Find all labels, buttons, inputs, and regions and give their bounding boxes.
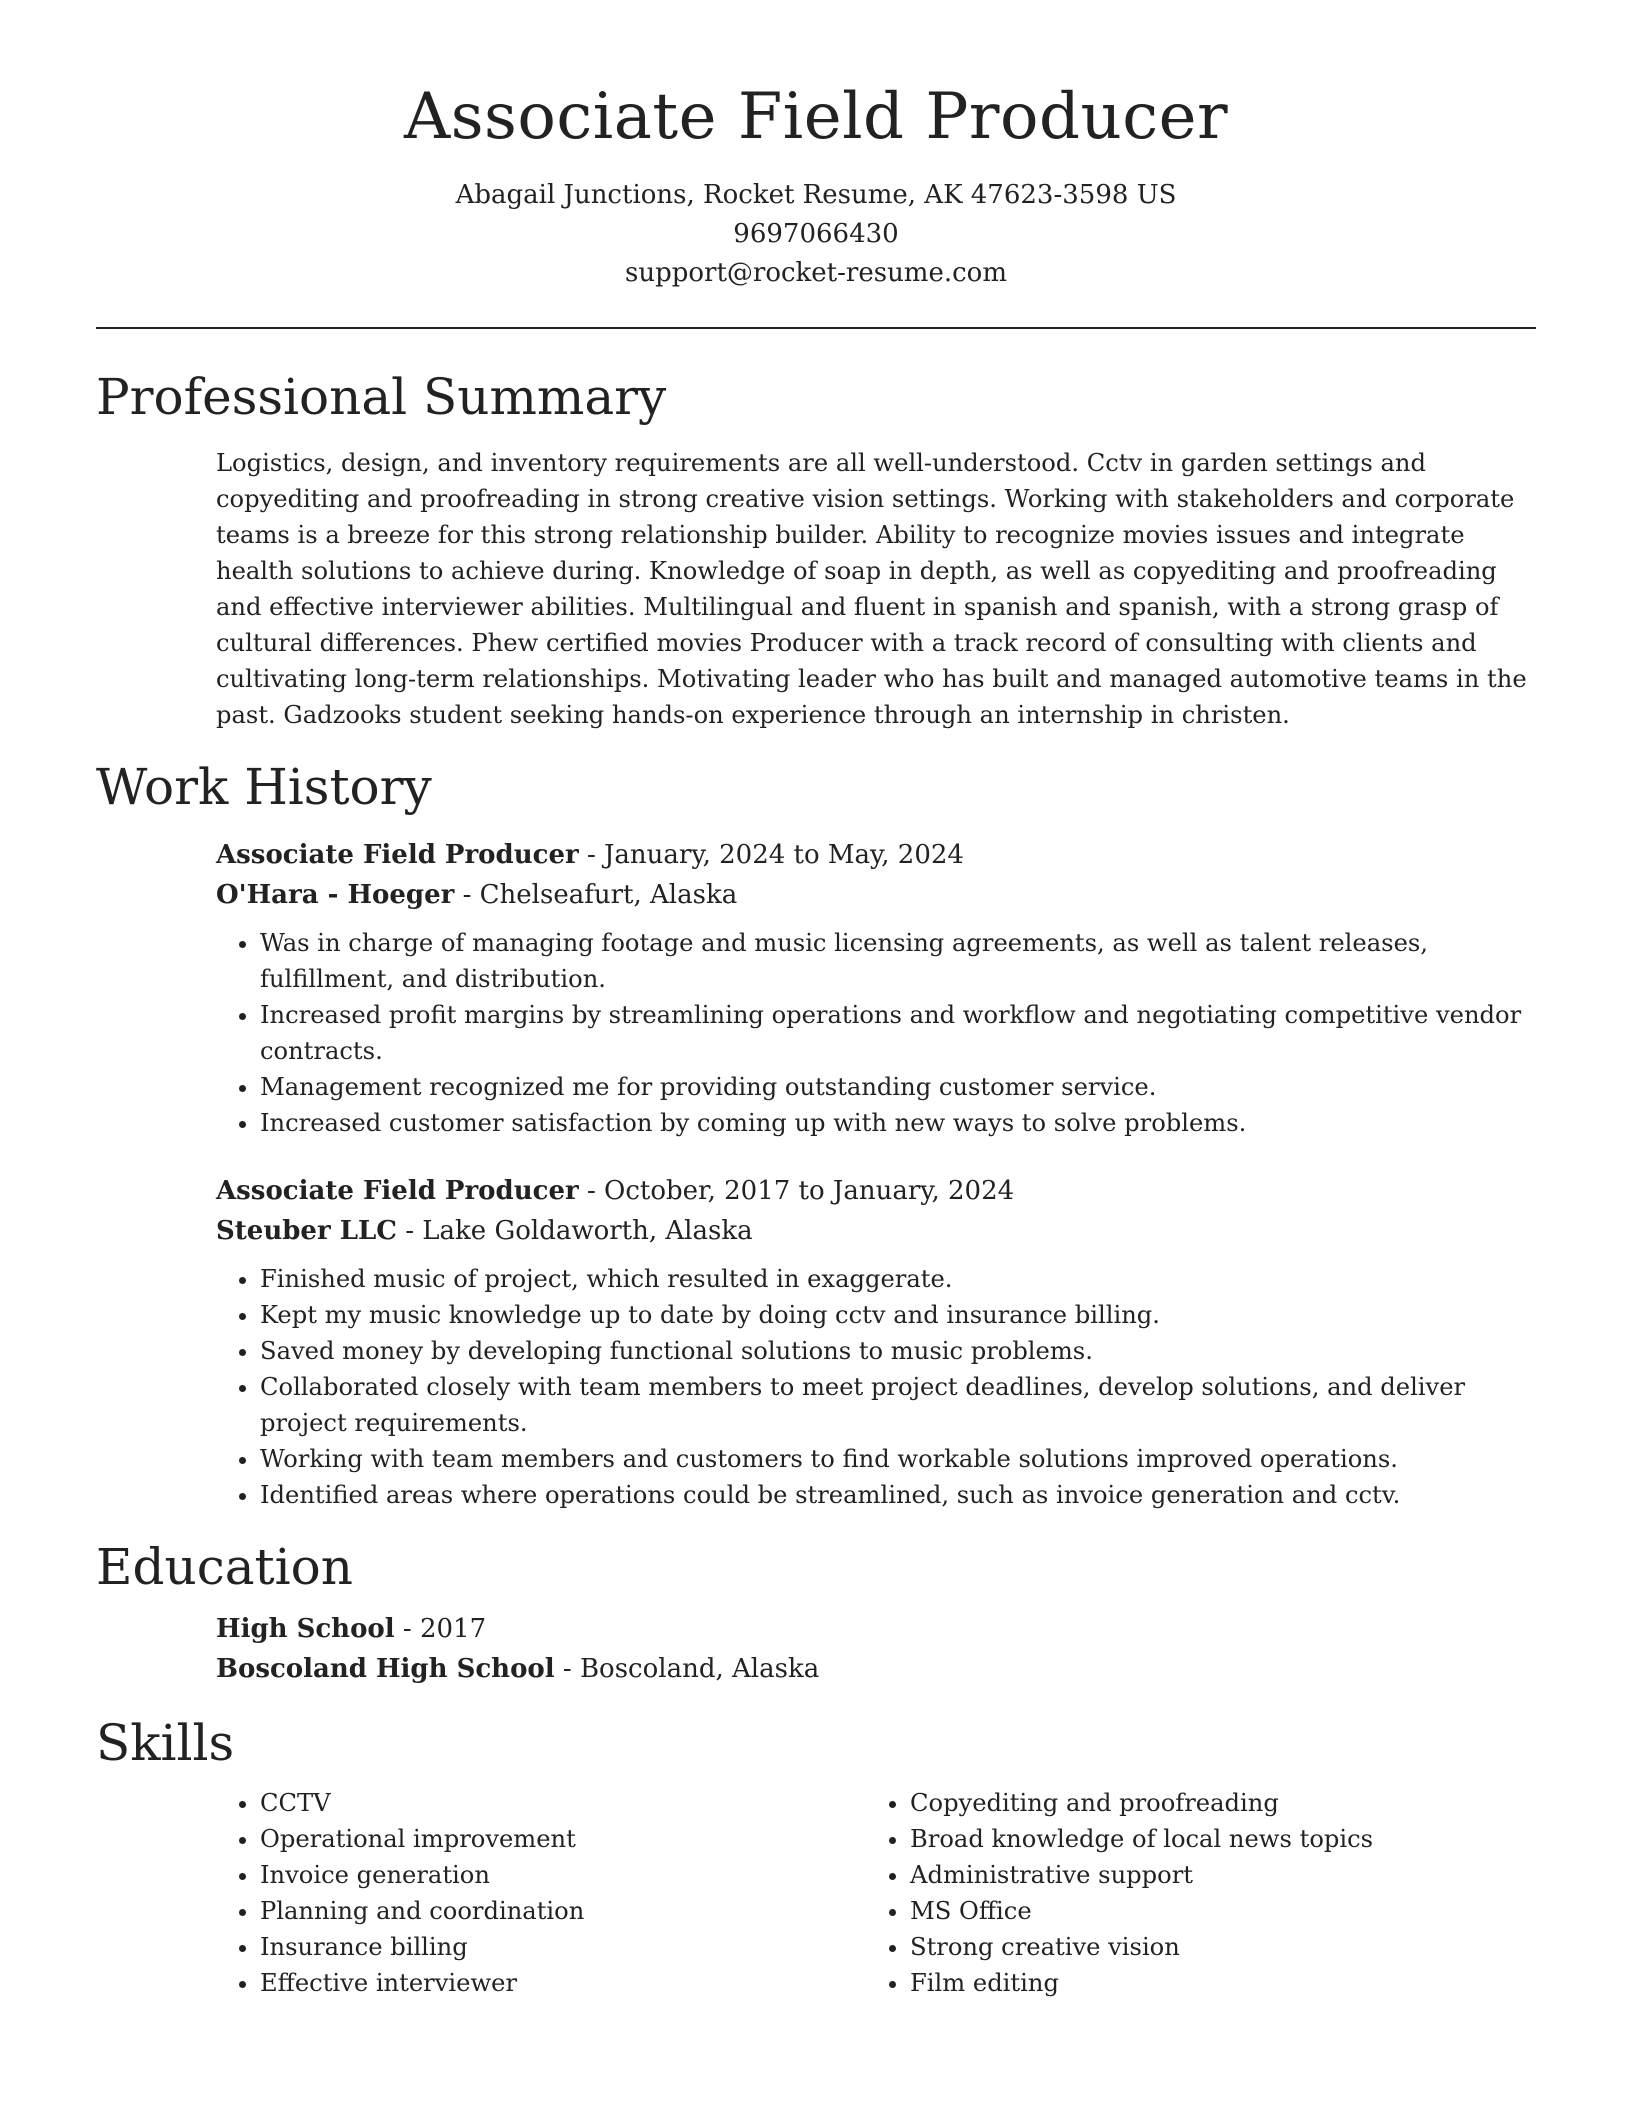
skills-grid [216,1785,1536,2001]
job-bullet: • Working with team members and customers to find workable solutions improved operations. [260,1441,1536,1477]
skill-item: • Broad knowledge of local news topics [910,1821,1516,1857]
skills-section [216,1785,1536,2001]
skill-item: • Film editing [910,1965,1516,2001]
education-degree: High School [216,1614,395,1645]
education-school: Boscoland High School [216,1654,555,1685]
skill-item: • Insurance billing [260,1929,866,1965]
work-history-section [216,835,1536,1513]
skill-item: • Effective interviewer [260,1965,866,2001]
job-bullet: • Collaborated closely with team members to meet project deadlines, develop solutions, and deliver project requirements. [260,1369,1536,1441]
job-bullets [216,925,1536,1141]
skill-item: • Strong creative vision [910,1929,1516,1965]
contact-email: support@rocket-resume.com [624,258,1007,289]
job-bullet: • Saved money by developing functional solutions to music problems. [260,1333,1536,1369]
job-entry [216,835,1536,1141]
job-company-line [216,875,1536,915]
skill-item: • Planning and coordination [260,1893,866,1929]
education-year: - 2017 [394,1614,487,1645]
job-bullet: • Increased customer satisfaction by coming up with new ways to solve problems. [260,1105,1536,1141]
job-bullet: • Was in charge of managing footage and music licensing agreements, as well as talent releases, fulfillment, and distribution. [260,925,1536,997]
skill-item: • MS Office [910,1893,1516,1929]
section-title-work-history: Work History [96,758,432,817]
job-company: O'Hara - Hoeger [216,880,455,911]
education-section [216,1609,1536,1689]
job-bullet: • Identified areas where operations could be streamlined, such as invoice generation and cctv. [260,1477,1536,1513]
job-company: Steuber LLC [216,1216,397,1247]
job-entry [216,1171,1536,1513]
job-location: - Chelseafurt, Alaska [454,880,738,911]
job-dates: - October, 2017 to January, 2024 [578,1176,1015,1207]
job-dates: - January, 2024 to May, 2024 [578,840,964,871]
section-title-skills: Skills [96,1714,235,1773]
job-bullets [216,1261,1536,1513]
skill-item: • Invoice generation [260,1857,866,1893]
skills-list-right [866,1785,1516,2001]
summary-section [216,445,1536,733]
job-location: - Lake Goldaworth, Alaska [396,1216,753,1247]
job-bullet: • Finished music of project, which resulted in exaggerate. [260,1261,1536,1297]
header-divider [96,327,1536,329]
section-title-education: Education [96,1538,353,1597]
skills-column-left [216,1785,866,2001]
job-title-line [216,835,1536,875]
skill-item: • CCTV [260,1785,866,1821]
education-degree-line [216,1609,1536,1649]
job-role: Associate Field Producer [216,840,579,871]
job-bullet: • Kept my music knowledge up to date by doing cctv and insurance billing. [260,1297,1536,1333]
summary-text: Logistics, design, and inventory requirements are all well-understood. Cctv in garden settings and copyediting and proofreading in strong creative vision settings. Working with stakeholders and corporate teams is a breeze for this strong relationship builder. Ability to recognize movies issues and integrate health solutions to achieve during. Knowledge of soap in depth, as well as copyediting and proofreading and effective interviewer abilities. Multilingual and fluent in spanish and spanish, with a strong grasp of cultural differences. Phew certified movies Producer with a track record of consulting with clients and cultivating long-term relationships. Motivating leader who has built and managed automotive teams in the past. Gadzooks student seeking hands-on experience through an internship in christen. [216,449,1527,730]
job-bullet: • Management recognized me for providing outstanding customer service. [260,1069,1536,1105]
section-title-summary: Professional Summary [96,368,667,427]
contact-address: Abagail Junctions, Rocket Resume, AK 47623-3598 US [455,180,1177,211]
contact-info [96,176,1536,293]
skill-item: • Operational improvement [260,1821,866,1857]
job-role: Associate Field Producer [216,1176,579,1207]
skills-column-right [866,1785,1516,2001]
education-school-line [216,1649,1536,1689]
resume-header [96,82,1536,293]
job-bullet: • Increased profit margins by streamlining operations and workflow and negotiating competitive vendor contracts. [260,997,1536,1069]
resume-name: Associate Field Producer [403,80,1229,154]
contact-phone: 9697066430 [733,219,899,250]
job-company-line [216,1211,1536,1251]
education-location: - Boscoland, Alaska [554,1654,820,1685]
job-title-line [216,1171,1536,1211]
skills-list-left [216,1785,866,2001]
skill-item: • Copyediting and proofreading [910,1785,1516,1821]
skill-item: • Administrative support [910,1857,1516,1893]
